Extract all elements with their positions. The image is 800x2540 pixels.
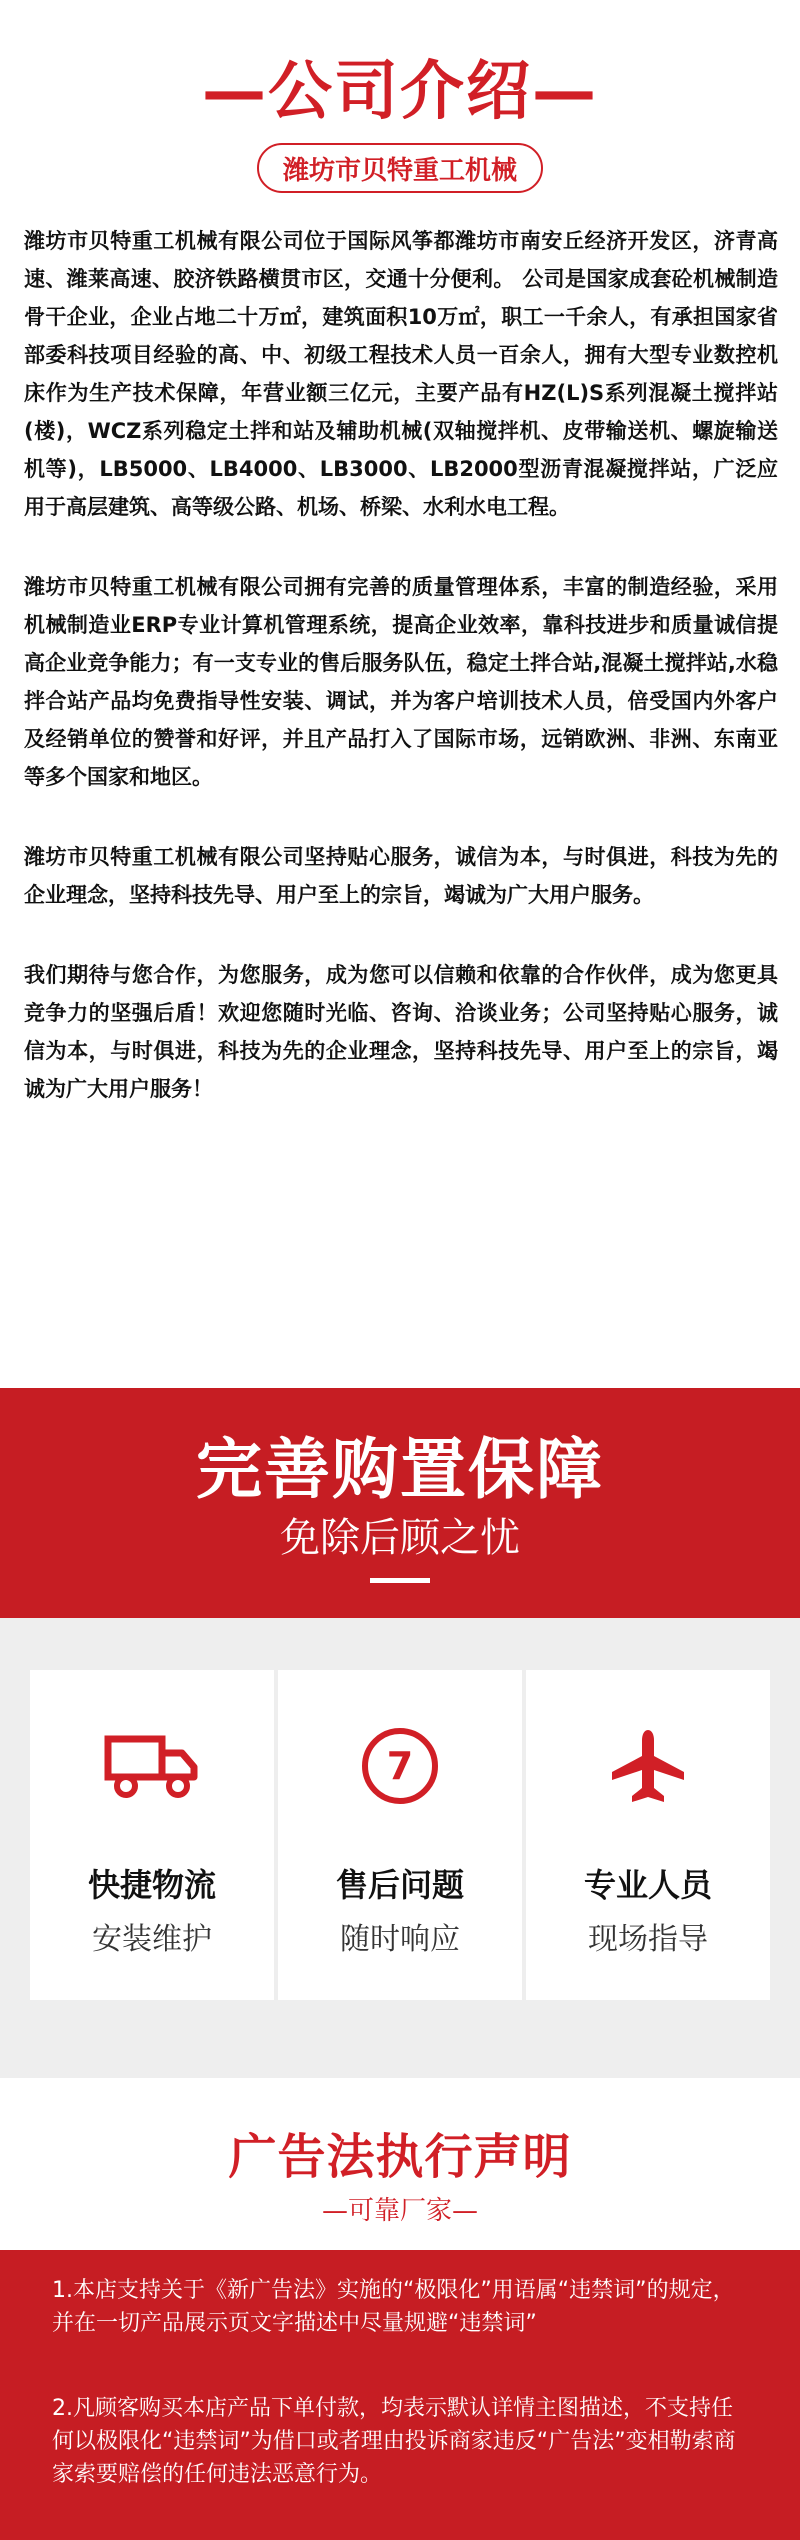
notice-box xyxy=(0,2250,800,2540)
number-7-circle-label: 7 xyxy=(386,1744,414,1788)
notice-item: 1.本店支持关于《新广告法》实施的“极限化”用语属“违禁词”的规定，并在一切产品展示页文字描述中尽量规避“违禁词” xyxy=(52,2278,735,2336)
banner-title: 完善购置保障 xyxy=(196,1431,604,1508)
service-card-subtitle: 随时响应 xyxy=(340,1922,460,1957)
intro-paragraph: 潍坊市贝特重工机械有限公司拥有完善的质量管理体系，丰富的制造经验，采用机械制造业ERP专业计算机管理系统，提高企业效率，靠科技进步和质量诚信提高企业竞争能力；有一支专业的售后服务队伍，稳定土拌合站,混凝土搅拌站,水稳拌合站产品均免费指导性安装、调试，并为客户培训技术人员，倍受国内外客户及经销单位的赞誉和好评，并且产品打入了国际市场，远销欧洲、非洲、东南亚等多个国家和地区。 xyxy=(24,575,778,789)
service-card-subtitle: 安装维护 xyxy=(92,1922,212,1957)
intro-paragraph: 我们期待与您合作，为您服务，成为您可以信赖和依靠的合作伙伴，成为您更具竞争力的坚强后盾！欢迎您随时光临、咨询、洽谈业务；公司坚持贴心服务，诚信为本，与时俱进，科技为先的企业理念，坚持科技先导、用户至上的宗旨，竭诚为广大用户服务！ xyxy=(24,963,778,1101)
notice-subtitle: —可靠厂家— xyxy=(321,2196,478,2226)
service-card-logistics xyxy=(30,1670,274,2000)
service-cards-section xyxy=(0,1618,800,2078)
truck-icon xyxy=(30,1726,274,1806)
company-intro-title: —公司介绍— xyxy=(202,55,598,129)
service-card-title: 售后问题 xyxy=(335,1866,464,1904)
service-card-subtitle: 现场指导 xyxy=(588,1922,708,1957)
service-card-after-sales xyxy=(278,1670,522,2000)
service-card-title: 快捷物流 xyxy=(87,1866,216,1904)
company-intro-body xyxy=(24,222,778,1150)
intro-paragraph: 潍坊市贝特重工机械有限公司坚持贴心服务，诚信为本，与时俱进，科技为先的企业理念，坚持科技先导、用户至上的宗旨，竭诚为广大用户服务。 xyxy=(24,845,778,907)
company-name-badge: 潍坊市贝特重工机械 xyxy=(257,143,543,193)
notice-item: 2.凡顾客购买本店产品下单付款，均表示默认详情主图描述，不支持任何以极限化“违禁词”为借口或者理由投诉商家违反“广告法”变相勒索商家索要赔偿的任何违法恶意行为。 xyxy=(52,2396,736,2487)
banner-subtitle: 免除后顾之忧 xyxy=(280,1515,520,1561)
ad-law-notice-section xyxy=(0,2078,800,2540)
number-7-circle-icon xyxy=(278,1726,522,1806)
purchase-guarantee-banner xyxy=(0,1388,800,1618)
banner-divider xyxy=(370,1578,430,1583)
service-card-professional xyxy=(526,1670,770,2000)
airplane-icon xyxy=(526,1726,770,1806)
intro-paragraph: 潍坊市贝特重工机械有限公司位于国际风筝都潍坊市南安丘经济开发区，济青高速、潍莱高速、胶济铁路横贯市区，交通十分便利。 公司是国家成套砼机械制造骨干企业，企业占地二十万㎡，建筑面积10万㎡，职工一千余人，有承担国家省部委科技项目经验的高、中、初级工程技术人员一百余人，拥有大型专业数控机床作为生产技术保障，年营业额三亿元，主要产品有HZ(L)S系列混凝土搅拌站(楼)，WCZ系列稳定土拌和站及辅助机械(双轴搅拌机、皮带输送机、螺旋输送机等)，LB5000、LB4000、LB3000、LB2000型沥青混凝搅拌站，广泛应用于高层建筑、高等级公路、机场、桥梁、水利水电工程。 xyxy=(24,229,778,519)
service-card-title: 专业人员 xyxy=(583,1866,712,1904)
notice-title: 广告法执行声明 xyxy=(228,2129,572,2185)
